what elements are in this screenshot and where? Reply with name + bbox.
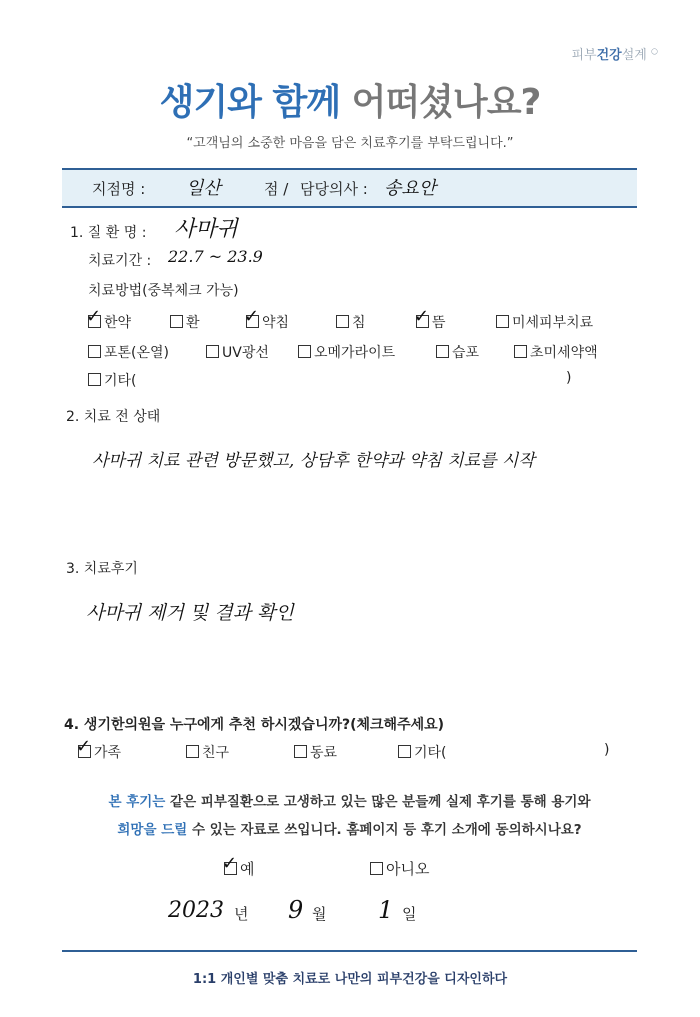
disease-label: 1. 질 환 명 :: [70, 225, 147, 241]
method-wet-compress[interactable]: 습포: [436, 342, 479, 362]
doctor-label: 담당의사 :: [300, 180, 368, 198]
method-micro-skin[interactable]: 미세피부치료: [496, 312, 593, 332]
page-subtitle: “고객님의 소중한 마음을 담은 치료후기를 부탁드립니다.”: [186, 136, 514, 151]
checkbox-icon: [298, 345, 311, 358]
checkbox-checked-icon: [88, 315, 101, 328]
checkbox-checked-icon: [224, 862, 237, 875]
consent-line2: 희망을 드릴 수 있는 자료로 쓰입니다. 홈페이지 등 후기 소개에 동의하시나요?: [117, 822, 582, 838]
checkbox-icon: [496, 315, 509, 328]
period-value[interactable]: 22.7 ~ 23.9: [168, 247, 263, 266]
checkbox-icon: [514, 345, 527, 358]
method-pharmacopuncture[interactable]: ✓ 약침: [246, 312, 289, 332]
recommend-coworker[interactable]: 동료: [294, 742, 337, 762]
method-herbal-medicine[interactable]: ✓한약: [88, 312, 131, 332]
date-year[interactable]: 2023: [168, 898, 224, 923]
method-omega-light[interactable]: 오메가라이트: [298, 342, 395, 362]
checkbox-icon: [88, 345, 101, 358]
method-acupuncture[interactable]: 침: [336, 312, 366, 332]
date-month-unit: 월: [312, 905, 327, 923]
checkbox-icon: [294, 745, 307, 758]
checkbox-icon: [436, 345, 449, 358]
checkbox-icon: [336, 315, 349, 328]
disease-value[interactable]: 사마귀: [174, 217, 238, 242]
checkbox-checked-icon: [78, 745, 91, 758]
date-year-unit: 년: [234, 905, 249, 923]
title-part1: 생기와 함께: [159, 82, 341, 123]
checkbox-checked-icon: [246, 315, 259, 328]
section2-label: 2. 치료 전 상태: [66, 409, 161, 425]
footer-slogan: 1:1 개인별 맞춤 치료로 나만의 피부건강을 디자인하다: [192, 972, 508, 987]
brand-logo: [572, 44, 659, 63]
consent-no[interactable]: 아니오: [370, 858, 429, 879]
page-title: [0, 74, 700, 125]
before-state-text[interactable]: 사마귀 치료 관련 방문했고, 상담후 한약과 약침 치료를 시작: [92, 451, 535, 471]
review-text[interactable]: 사마귀 제거 및 결과 확인: [86, 602, 294, 624]
date-month[interactable]: 9: [288, 896, 304, 924]
checkbox-icon: [206, 345, 219, 358]
methods-label: 치료방법(중복체크 가능): [88, 283, 239, 299]
recommend-friend[interactable]: 친구: [186, 742, 229, 762]
checkbox-icon: [88, 373, 101, 386]
doctor-value[interactable]: 송요안: [384, 178, 437, 199]
recommend-other-close: ): [604, 742, 610, 758]
brand-strong: 건강: [596, 48, 622, 63]
method-pill[interactable]: 환: [170, 312, 200, 332]
checkbox-icon: [186, 745, 199, 758]
branch-label: 지점명 :: [92, 180, 146, 198]
method-photon[interactable]: 포톤(온열): [88, 342, 169, 362]
checkbox-icon: [398, 745, 411, 758]
checkbox-icon: [170, 315, 183, 328]
checkbox-icon: [370, 862, 383, 875]
consent-yes[interactable]: ✓예: [224, 858, 255, 879]
date-day-unit: 일: [402, 905, 417, 923]
footer-divider: [62, 950, 637, 952]
section3-label: 3. 치료후기: [66, 561, 138, 577]
section4-label: 4. 생기한의원을 누구에게 추천 하시겠습니까?(체크해주세요): [64, 717, 445, 733]
recommend-other[interactable]: 기타(: [398, 742, 447, 762]
brand-suffix: 설계: [621, 48, 647, 63]
consent-line1: 본 후기는 같은 피부질환으로 고생하고 있는 많은 분들께 실제 후기를 통해 용기와: [108, 794, 591, 810]
method-other-close: ): [566, 370, 572, 386]
degree-icon: ○: [651, 46, 658, 56]
date-day[interactable]: 1: [378, 896, 394, 924]
period-label: 치료기간 :: [88, 253, 152, 269]
branch-suffix: 점 /: [264, 180, 289, 198]
recommend-family[interactable]: ✓가족: [78, 742, 121, 762]
brand-prefix: 피부: [571, 48, 597, 63]
method-other[interactable]: 기타(: [88, 370, 137, 390]
checkbox-checked-icon: [416, 315, 429, 328]
title-part2: 어떠셨나요?: [351, 82, 541, 123]
method-uv[interactable]: UV광선: [206, 342, 269, 362]
branch-value[interactable]: 일산: [186, 178, 221, 199]
method-ultra-fine-solution[interactable]: 초미세약액: [514, 342, 598, 362]
method-moxibustion[interactable]: ✓ 뜸: [416, 312, 446, 332]
